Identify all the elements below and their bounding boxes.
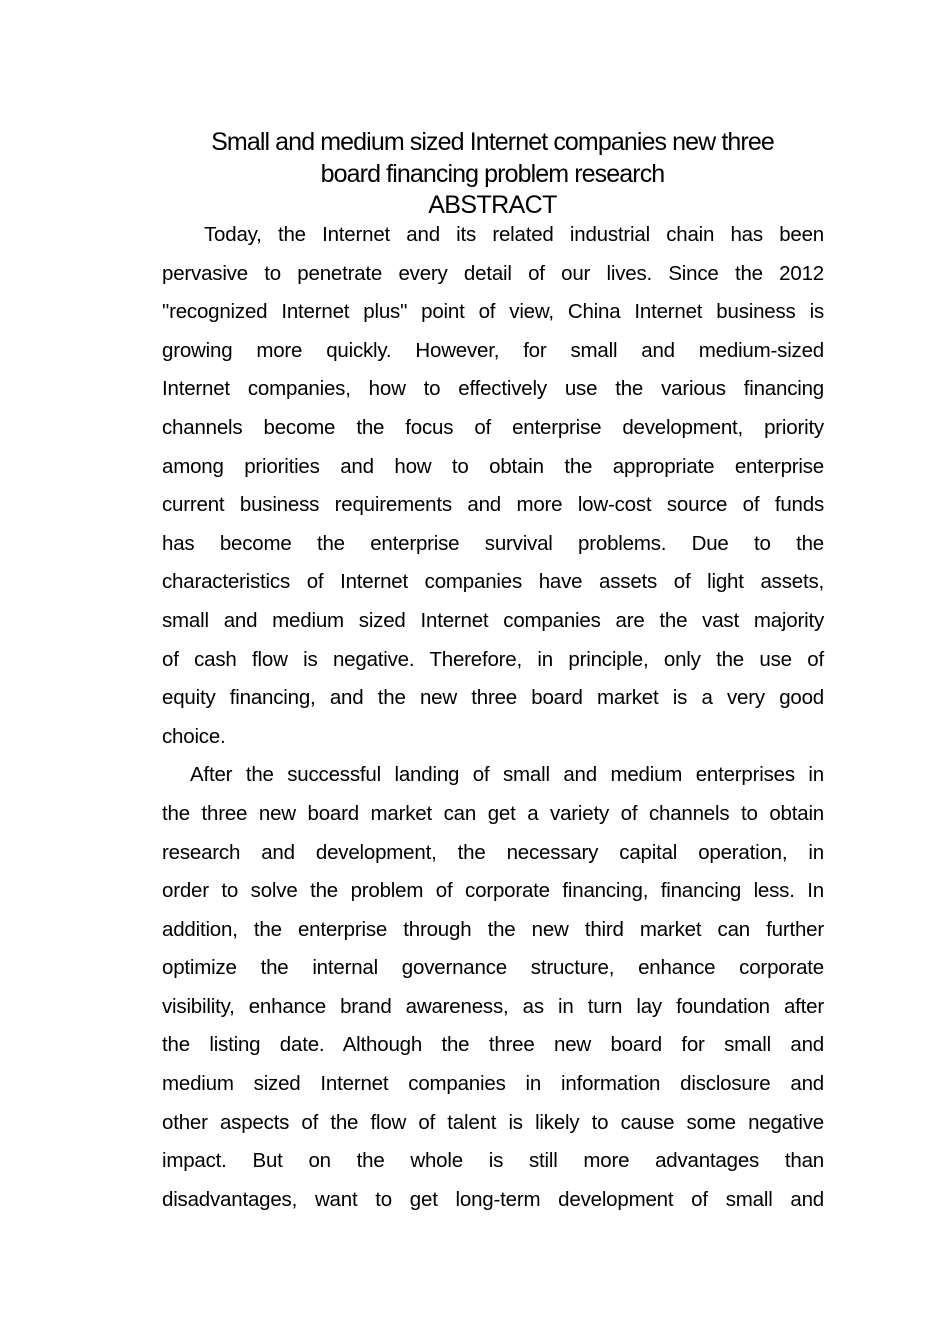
paragraph-1 bbox=[162, 216, 824, 756]
text-line: After the successful landing of small and medium enterprises in bbox=[190, 763, 824, 787]
text-line: addition, the enterprise through the new third market can further bbox=[162, 917, 824, 941]
text-line: characteristics of Internet companies have assets of light assets, bbox=[162, 570, 824, 594]
text-line: choice. bbox=[162, 724, 226, 748]
text-line: optimize the internal governance structure, enhance corporate bbox=[162, 956, 824, 980]
text-line: channels become the focus of enterprise development, priority bbox=[162, 415, 824, 439]
text-line: of cash flow is negative. Therefore, in principle, only the use of bbox=[162, 647, 824, 671]
text-line: other aspects of the flow of talent is likely to cause some negative bbox=[162, 1110, 824, 1134]
abstract-heading: ABSTRACT bbox=[428, 191, 557, 219]
text-line: has become the enterprise survival problems. Due to the bbox=[162, 531, 824, 555]
text-line: Today, the Internet and its related industrial chain has been bbox=[204, 223, 824, 246]
document-title-line-2: board financing problem research bbox=[320, 159, 665, 188]
text-line: among priorities and how to obtain the appropriate enterprise bbox=[162, 454, 824, 478]
text-line: Internet companies, how to effectively use the various financing bbox=[162, 377, 824, 401]
paragraph-2 bbox=[162, 756, 824, 1219]
text-line: impact. But on the whole is still more advantages than bbox=[162, 1149, 824, 1173]
text-line: research and development, the necessary capital operation, in bbox=[162, 840, 824, 864]
text-line: pervasive to penetrate every detail of our lives. Since the 2012 bbox=[162, 261, 824, 285]
text-line: current business requirements and more low-cost source of funds bbox=[162, 493, 824, 517]
text-line: medium sized Internet companies in information disclosure and bbox=[162, 1072, 824, 1096]
document-title-line-1: Small and medium sized Internet companies new three bbox=[211, 128, 774, 156]
title-block bbox=[150, 127, 835, 221]
abstract-body bbox=[162, 216, 824, 1219]
text-line: equity financing, and the new three board market is a very good bbox=[162, 686, 824, 710]
text-line: small and medium sized Internet companies are the vast majority bbox=[162, 608, 824, 632]
text-line: disadvantages, want to get long-term development of small and bbox=[162, 1187, 824, 1211]
text-line: the listing date. Although the three new board for small and bbox=[162, 1033, 824, 1057]
text-line: order to solve the problem of corporate financing, financing less. In bbox=[162, 879, 824, 903]
text-line: "recognized Internet plus" point of view, China Internet business is bbox=[162, 300, 824, 324]
text-line: visibility, enhance brand awareness, as in turn lay foundation after bbox=[162, 994, 824, 1018]
text-line: the three new board market can get a variety of channels to obtain bbox=[162, 801, 824, 825]
text-line: growing more quickly. However, for small and medium-sized bbox=[162, 338, 824, 362]
